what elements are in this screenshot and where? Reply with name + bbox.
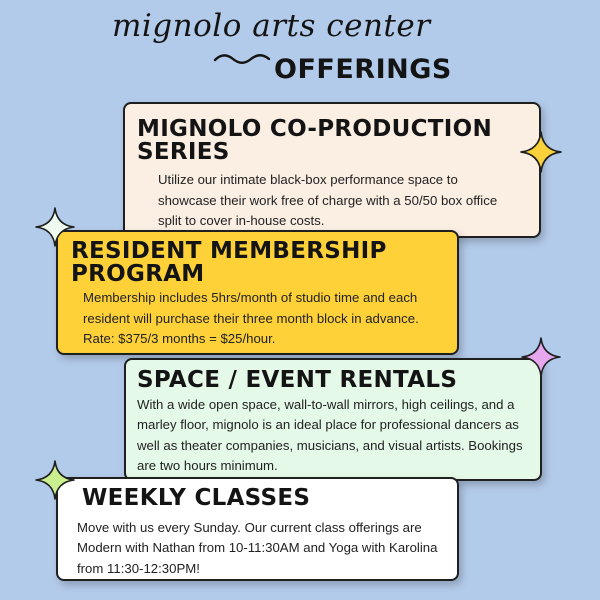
card-title: RESIDENT MEMBERSHIP PROGRAM bbox=[71, 238, 387, 287]
offering-card-space-rentals bbox=[124, 358, 542, 481]
sparkle-icon bbox=[520, 131, 562, 173]
offering-card-resident-membership bbox=[56, 230, 459, 355]
sparkle-icon bbox=[35, 460, 75, 500]
card-title: SPACE / EVENT RENTALS bbox=[137, 367, 458, 393]
brand-name: mignolo arts center bbox=[112, 8, 431, 44]
card-description: Move with us every Sunday. Our current class offerings are Modern with Nathan from 10-11:30AM and Yoga with Karolina from 11:30-12:30PM! bbox=[77, 519, 438, 576]
sparkle-icon bbox=[521, 337, 561, 377]
card-description: Membership includes 5hrs/month of studio time and each resident will purchase their three month block in advance. Rate: $375/3 months = $25/hour. bbox=[83, 290, 419, 347]
page-title: OFFERINGS bbox=[274, 54, 452, 85]
card-title: WEEKLY CLASSES bbox=[82, 485, 311, 511]
squiggle-underline-icon bbox=[213, 51, 271, 65]
offering-card-weekly-classes bbox=[56, 477, 459, 581]
card-description: Utilize our intimate black-box performance space to showcase their work free of charge with a 50/50 box office split to cover in-house costs. bbox=[158, 172, 498, 229]
card-description: With a wide open space, wall-to-wall mirrors, high ceilings, and a marley floor, mignolo is an ideal place for professional dancers as well as theater companies, musicians, and visual artists. Bookings are two hours minimum. bbox=[137, 396, 523, 474]
offering-card-co-production bbox=[123, 102, 541, 238]
sparkle-icon bbox=[35, 207, 75, 247]
card-title: MIGNOLO CO-PRODUCTION SERIES bbox=[137, 116, 493, 165]
